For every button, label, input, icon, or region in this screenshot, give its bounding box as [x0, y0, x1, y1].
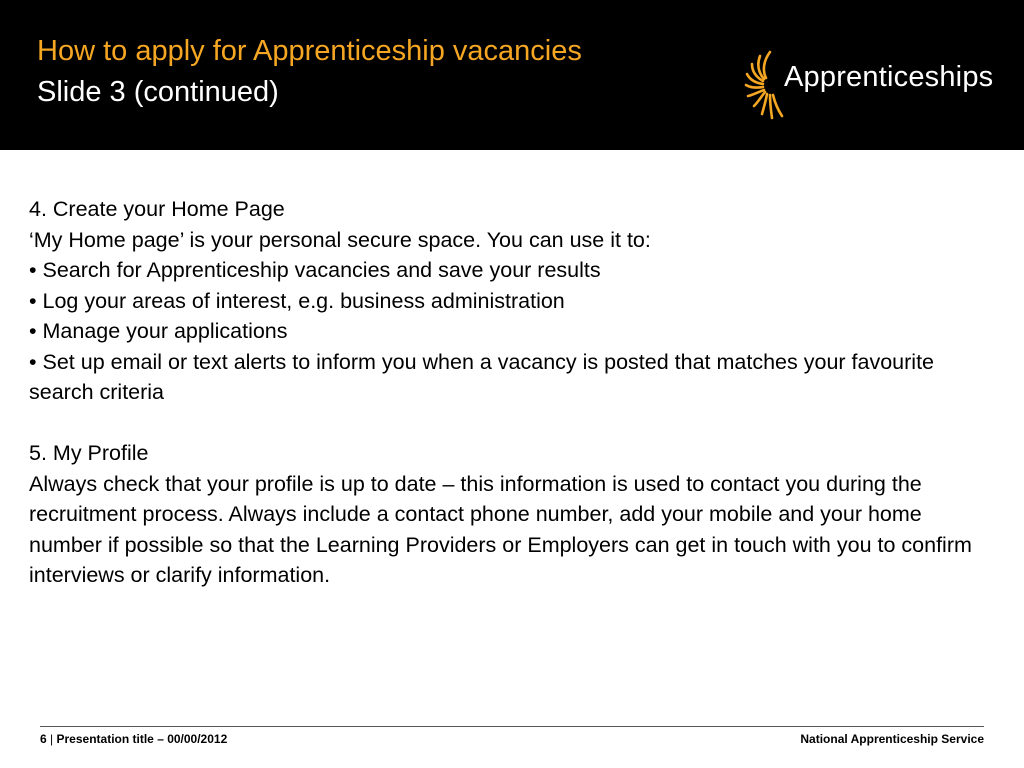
- footer-organisation: National Apprenticeship Service: [800, 732, 984, 746]
- apprenticeships-logo: [740, 44, 994, 122]
- footer-slide-info: [40, 732, 227, 746]
- section-5-heading: 5. My Profile: [29, 441, 149, 465]
- slide-body: [29, 194, 989, 591]
- slide-header: [0, 0, 1024, 150]
- bullet-item: • Search for Apprenticeship vacancies and save your results: [29, 258, 601, 282]
- slide-title: How to apply for Apprenticeship vacancies: [37, 35, 582, 67]
- footer-divider: [40, 726, 984, 727]
- section-4-heading: 4. Create your Home Page: [29, 197, 285, 221]
- footer-separator: |: [50, 732, 54, 746]
- section-4-intro: ‘My Home page’ is your personal secure space. You can use it to:: [29, 227, 651, 252]
- bullet-item: • Log your areas of interest, e.g. business administration: [29, 288, 565, 313]
- slide-subtitle: Slide 3 (continued): [37, 76, 279, 108]
- paragraph-spacer: [29, 408, 989, 439]
- presentation-title: Presentation title – 00/00/2012: [56, 732, 228, 746]
- bullet-item: • Set up email or text alerts to inform you when a vacancy is posted that matches your favourite search criteria: [29, 349, 934, 404]
- section-5-text: Always check that your profile is up to date – this information is used to contact you during the recruitment process. Always include a contact phone number, add your mobile and your home number if possible so that the Learning Providers or Employers can get in touch with you to confirm interviews or clarify information.: [29, 471, 972, 587]
- page-number: 6: [40, 732, 47, 746]
- logo-wordmark: Apprenticeships: [784, 61, 994, 93]
- bullet-item: • Manage your applications: [29, 319, 288, 343]
